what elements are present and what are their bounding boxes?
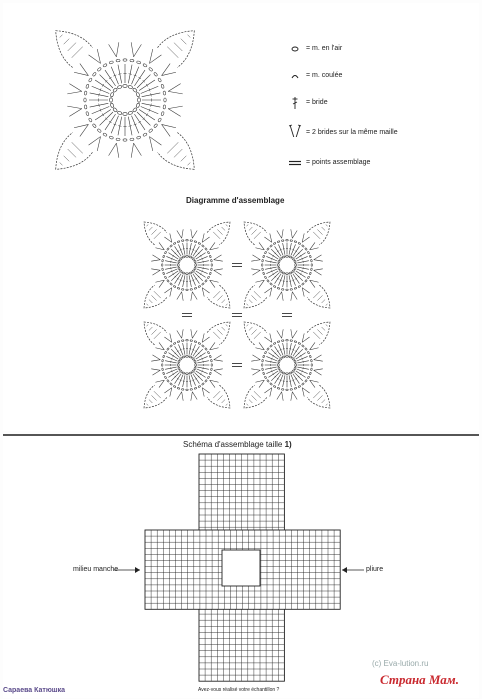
assembly-grid xyxy=(145,454,340,681)
legend-chain xyxy=(288,42,468,56)
double-crochet-icon xyxy=(288,96,302,110)
schema-title xyxy=(183,440,292,449)
legend-join xyxy=(288,156,468,170)
legend-label: = points assemblage xyxy=(306,159,371,166)
gauge-question: Avez-vous réalisé votre échantillon ? xyxy=(198,687,280,693)
legend-label: = m. en l'air xyxy=(306,45,343,52)
sleeve-center-label: milieu manche xyxy=(73,566,119,573)
arrow-left-icon xyxy=(342,567,347,573)
credit-left: Сараева Катюшка xyxy=(3,687,66,694)
credit-watermark: (c) Eva-lution.ru xyxy=(372,659,429,668)
assembly-motif-2 xyxy=(244,222,330,308)
legend-label: = bride xyxy=(306,99,328,106)
assembly-motif-1 xyxy=(144,222,230,308)
fold-label: pliure xyxy=(366,566,384,573)
arrow-right-icon xyxy=(135,567,140,573)
assembly-motif-3 xyxy=(144,322,230,408)
assembly-title: Diagramme d'assemblage xyxy=(186,196,285,205)
legend-label: = m. coulée xyxy=(306,72,343,79)
legend-label: = 2 brides sur la même maille xyxy=(306,129,398,136)
stitch-legend xyxy=(288,42,468,183)
schema-title-text: Schéma d'assemblage taille xyxy=(183,440,283,449)
join-points-icon xyxy=(288,156,302,170)
assembly-motif-4 xyxy=(244,322,330,408)
legend-dc xyxy=(288,96,468,110)
brand-logo: Страна Мам. xyxy=(380,672,459,687)
legend-slip xyxy=(288,69,468,83)
schema-size: 1) xyxy=(284,440,292,449)
crochet-motif xyxy=(56,31,195,170)
chain-stitch-icon xyxy=(288,42,302,56)
slip-stitch-icon xyxy=(288,69,302,83)
two-dc-same-stitch-icon xyxy=(288,123,302,137)
legend-2dc xyxy=(288,123,468,143)
neck-opening xyxy=(222,550,260,586)
